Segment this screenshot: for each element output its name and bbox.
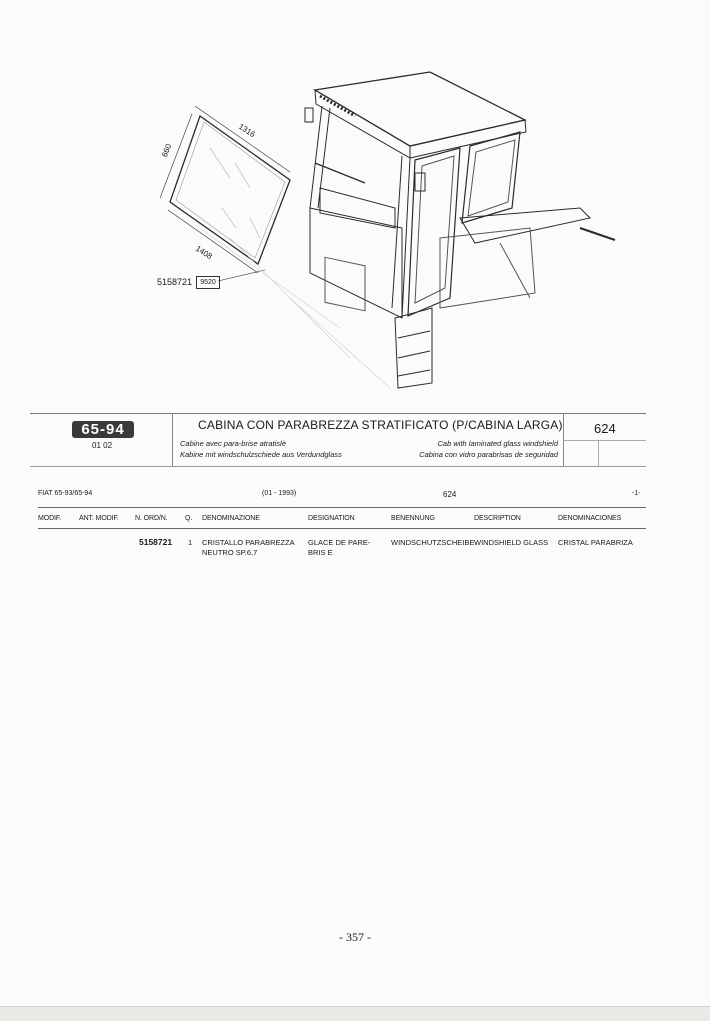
header-divider — [172, 413, 173, 466]
column-header-modif: MODIF. — [38, 515, 62, 522]
info-group: 624 — [443, 490, 457, 499]
subtitle-german: Kabine mit windschulzschiede aus Verdundglass — [180, 450, 342, 459]
issue-date: (01 - 1993) — [262, 490, 297, 497]
header-divider — [563, 440, 646, 441]
column-header-ant-modif: ANT. MODIF. — [79, 515, 119, 522]
subtitle-spanish: Cabina con vidro parabrisas de seguridad — [419, 450, 558, 459]
subtitle-english: Cab with laminated glass windshield — [437, 439, 558, 448]
drawing-ref-code: 9520 — [196, 276, 220, 289]
column-header-french: DESIGNATION — [308, 515, 355, 522]
model-range: FIAT 65-93/65-94 — [38, 490, 93, 497]
drawing-part-number: 5158721 — [157, 277, 193, 287]
dimension-width: 1316 — [236, 121, 257, 140]
column-header-english: DESCRIPTION — [474, 515, 521, 522]
column-header-part-number: N. ORD/N. — [135, 515, 168, 522]
header-rule-top — [30, 413, 646, 414]
dimension-height: 660 — [160, 142, 174, 159]
group-number: 624 — [594, 421, 616, 436]
column-header-spanish: DENOMINACIONES — [558, 515, 622, 522]
header-divider — [598, 440, 599, 466]
table-rule-header — [38, 528, 646, 529]
row-english-name: WINDSHIELD GLASS — [474, 538, 549, 547]
row-italian-name: CRISTALLO PARABREZZA NEUTRO SP.6,7 — [202, 538, 295, 557]
row-german-name: WINDSCHUTZSCHEIBE — [391, 538, 475, 547]
column-header-german: BENENNUNG — [391, 515, 435, 522]
row-french-name: GLACE DE PARE-BRIS E — [308, 538, 371, 557]
row-quantity: 1 — [188, 538, 193, 547]
model-logo: 65-94 — [72, 421, 134, 438]
model-sub-code: 01 02 — [92, 441, 113, 450]
row-spanish-name: CRISTAL PARABRIZA — [558, 538, 633, 547]
section-title: CABINA CON PARABREZZA STRATIFICATO (P/CABINA LARGA) — [198, 418, 563, 432]
column-header-quantity: Q. — [185, 515, 193, 522]
page-number: - 357 - — [339, 930, 371, 944]
sheet-page: -1- — [632, 490, 641, 497]
windshield-glass-drawing — [170, 116, 290, 264]
table-rule-top — [38, 507, 646, 508]
dimension-bottom: 1408 — [193, 243, 214, 262]
scan-edge — [0, 1007, 710, 1021]
cab-drawing — [200, 72, 615, 388]
subtitle-french: Cabine avec para-brise atratislè — [180, 439, 286, 448]
header-rule-bottom — [30, 466, 646, 467]
cab-exploded-drawing — [140, 68, 630, 398]
column-header-italian: DENOMINAZIONE — [202, 515, 260, 522]
row-part-number: 5158721 — [139, 537, 173, 547]
